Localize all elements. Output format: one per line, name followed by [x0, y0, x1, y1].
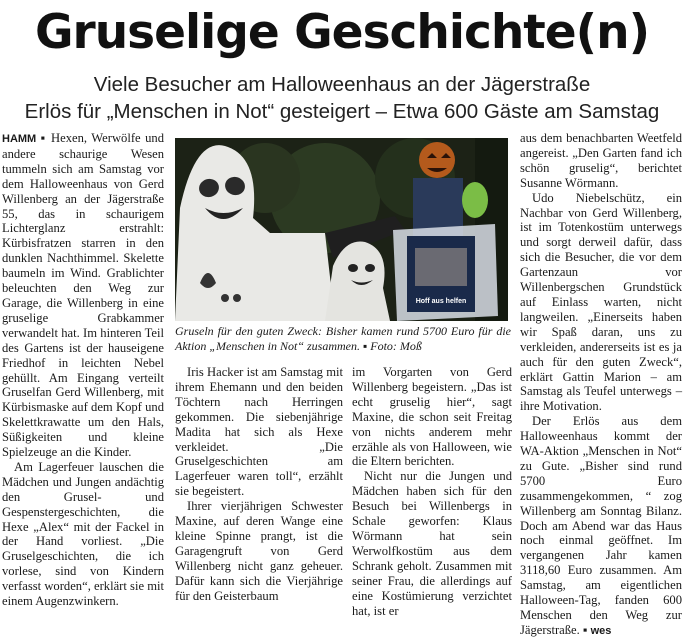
author-signature: wes: [590, 624, 612, 637]
column-1: [2, 131, 165, 609]
headline: Gruselige Geschichte(n): [34, 5, 650, 60]
paragraph-text: Hexen, Werwölfe und andere schaurige Wesen tummeln sich am Samstag vor dem Halloweenhaus von Gerd Willenberg an der Jägerstraße 55, das in schaurigem Lichterglanz erstrahlt: Kürbisfratzen starren in den dunklen Nachthimmel. Skelette baumeln im Wind. Grablichter beleuchten den Weg zur Garage, die Willenberg in eine gruselige Grabkammer verwandelt hat. Im hinteren Teil des Gartens ist der hauseigene Friedhof in leichten Nebel gehüllt. Am Eingang verteilt Gruselfan Gerd Willenberg, mit Kürbismaske auf dem Kopf und Skelettkrawatte um den Hals, Süßigkeiten und kleine Spielzeuge an die Kinder.: [2, 131, 165, 460]
column-2: [175, 365, 343, 603]
paragraph: im Vorgarten von Gerd Willenberg begeistern. „Das ist echt gruselig hier“, sagt Maxine, die schon seit Freitag von nichts anderem mehr erzähle als von Halloween, wie die Eltern berichten.: [352, 365, 512, 469]
paragraph: Nicht nur die Jungen und Mädchen haben sich für den Besuch bei Willenbergs in Schale geworfen: Klaus Wörmann hat sein Werwolfkostüm aus dem Schrank geholt. Zusammen mit seiner Frau, die allerdings auf eine Kostümierung verzichtet hat, ist er: [352, 469, 512, 618]
column-3: [352, 365, 512, 618]
article-photo: [175, 138, 508, 321]
dateline: HAMM: [2, 133, 37, 145]
paragraph: Iris Hacker ist am Samstag mit ihrem Ehemann und den beiden Töchtern nach Herringen gekommen. Die siebenjährige Madita hat sich als Hexe verkleidet. „Die Gruselgeschichten am Lagerfeuer waren toll“, erzählt sie begeistert.: [175, 365, 343, 499]
photo-credit: Foto: Moß: [370, 338, 422, 353]
paragraph: Am Lagerfeuer lauschen die Mädchen und Jungen andächtig den Grusel- und Gespenstergeschichten, die Hexe „Alex“ mit der Fackel in der Hand vorliest. „Die Gruselgeschichten, die ich vorlese, sind von Kindern verfasst worden“, erklärt sie mit einem Augenzwinkern.: [2, 459, 164, 609]
paragraph: aus dem benachbarten Weetfeld angereist. „Den Garten fand ich schön gruselig“, berichtet Susanne Wörmann.: [520, 131, 682, 190]
paragraph-text: Der Erlös aus dem Halloweenhaus kommt der WA-Aktion „Menschen in Not“ zu Gute. „Bisher sind rund 5700 Euro zusammengekommen, “ zog Willenberg am Sonntag Bilanz. Doch am Abend war das Haus noch einmal geöffnet. Im vergangenen Jahr kamen 3118,60 Euro zusammen. Am Samstag, am eigentlichen Halloween-Tag, fanden 600 Menschen den Weg zur Jägerstraße.: [520, 414, 682, 637]
sign-text: Hoff aus helfen: [415, 298, 467, 305]
subheadline-2: Erlös für „Menschen in Not“ gesteigert – Etwa 600 Gäste am Samstag: [24, 100, 660, 123]
paragraph: Udo Niebelschütz, ein Nachbar von Gerd Willenberg, ist im Totenkostüm unterwegs und sorgt derweil dafür, dass sich die Besucher, die vor dem Gartenzaun vor Willenbergschen Grundstück auf Einlass warten, nicht langweilen. „Einerseits haben wir Spaß daran, uns zu verkleiden, andererseits ist es ja auch für den guten Zweck“, erklärt Gattin Marion – am Samstag als Teufel unterwegs – ihre Motivation.: [520, 190, 682, 414]
column-4: [520, 131, 682, 637]
paragraph: HAMM ▪ Hexen, Werwölfe und andere schaurige Wesen tummeln sich am Samstag vor dem Halloweenhaus von Gerd Willenberg an der Jägerstraße 55, das in schaurigem Lichterglanz erstrahlt: Kürbisfratzen starren in den dunklen Nachthimmel. Skelette baumeln im Wind. Grablichter beleuchten den Weg zur Garage, die Willenberg in eine gruselige Grabkammer verwandelt hat. Im hinteren Teil des Gartens ist der hauseigene Friedhof in leichten Nebel gehüllt. Am Eingang verteilt Gruselfan Gerd Willenberg, mit Kürbismaske auf dem Kopf und Skelettkrawatte um den Hals, Süßigkeiten und kleine Spielzeuge an die Kinder.: [2, 131, 165, 460]
paragraph: Der Erlös aus dem Halloweenhaus kommt der WA-Aktion „Menschen in Not“ zu Gute. „Bisher sind rund 5700 Euro zusammengekommen, “ zog Willenberg am Sonntag Bilanz. Doch am Abend war das Haus noch einmal geöffnet. Im vergangenen Jahr kamen 3118,60 Euro zusammen. Am Samstag, am eigentlichen Halloween-Tag, fanden 600 Menschen den Weg zur Jägerstraße. ▪ wes: [520, 414, 682, 637]
caption-text: Gruseln für den guten Zweck: Bisher kamen rund 5700 Euro für die Aktion „Menschen in Not“ zusammen.: [175, 324, 511, 353]
subheadline-1: Viele Besucher am Halloweenhaus an der Jägerstraße: [93, 73, 591, 96]
paragraph: Ihrer vierjährigen Schwester Maxine, auf deren Wange eine kleine Spinne prangt, ist die Garagengruft von Gerd Willenberg nicht ganz geheuer. Dafür kann sich die Vierjährige für den Geisterbaum: [175, 499, 343, 603]
photo-caption: Gruseln für den guten Zweck: Bisher kamen rund 5700 Euro für die Aktion „Menschen in Not“ zusammen. ▪ Foto: Moß: [175, 324, 511, 353]
photo-illustration: [175, 138, 508, 321]
